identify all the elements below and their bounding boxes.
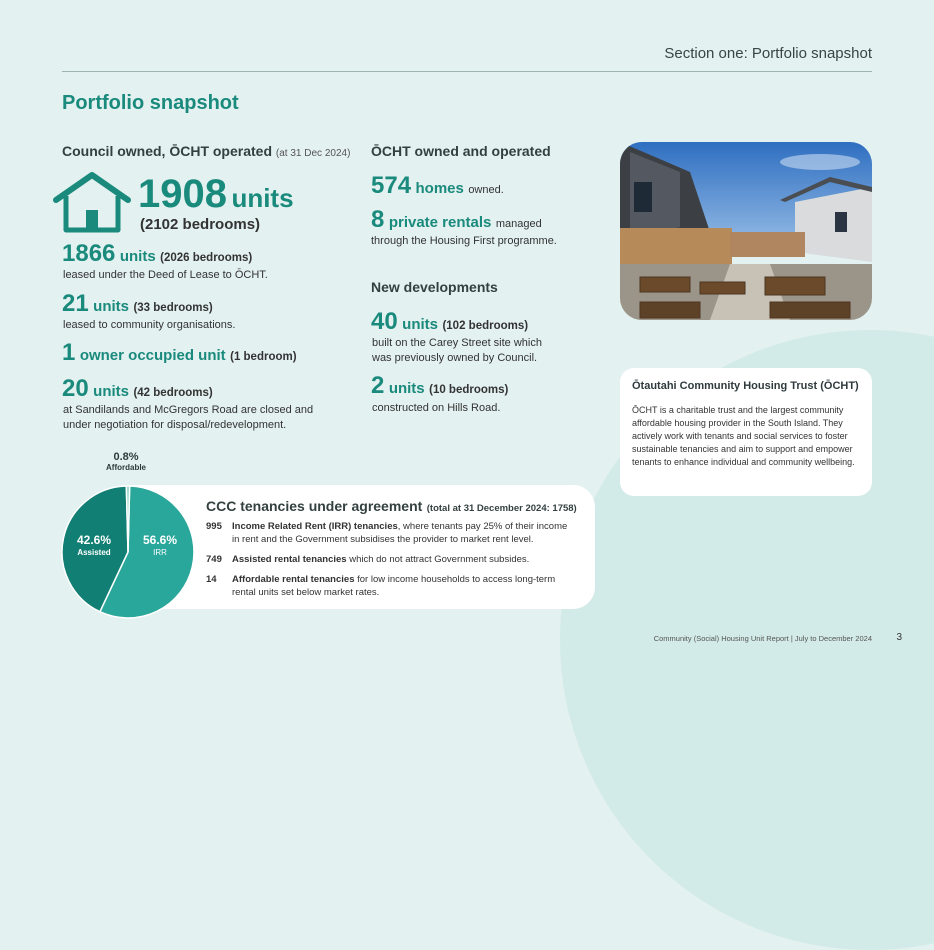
item-label: owner occupied unit <box>79 347 226 364</box>
tenancies-list <box>206 520 576 599</box>
rentals-label: private rentals <box>388 214 492 231</box>
tenancy-pie-chart <box>58 448 198 620</box>
total-units-label: units <box>231 183 294 213</box>
tenancy-desc: for low income households to access long-term rental units set below market rates. <box>232 574 556 598</box>
footer-text: Community (Social) Housing Unit Report | July to December 2024 <box>653 634 872 643</box>
item-label: units <box>119 248 156 265</box>
section-title: Section one: Portfolio snapshot <box>664 45 872 62</box>
new-developments-heading: New developments <box>371 279 498 295</box>
rentals-number: 8 <box>371 206 385 233</box>
item-desc: leased under the Deed of Lease to ŌCHT. <box>63 269 268 281</box>
item-number: 20 <box>62 375 89 402</box>
tenancy-type: Income Related Rent (IRR) tenancies <box>232 521 398 532</box>
item-label: units <box>388 380 425 397</box>
rentals-desc: managed <box>495 218 542 230</box>
item-bedrooms: (102 bedrooms) <box>442 320 529 332</box>
council-item <box>62 240 252 268</box>
tenancy-text <box>232 573 576 599</box>
pie-label-assisted: Assisted <box>77 548 111 557</box>
pie-label-irr: IRR <box>153 548 167 557</box>
council-item <box>62 339 297 367</box>
newdev-item <box>371 372 508 400</box>
tenancy-text <box>232 553 529 566</box>
tenancy-count: 14 <box>206 574 217 585</box>
council-item <box>62 375 213 403</box>
trust-body: ŌCHT is a charitable trust and the largest community affordable housing provider in the South Island. They actively work with tenants and social services to foster sustainable tenancies and aim to support and empower tenants to enhance individual and community wellbeing. <box>632 405 855 467</box>
pie-label-assisted-pct: 42.6% <box>76 533 112 547</box>
item-desc: constructed on Hills Road. <box>372 402 501 414</box>
housing-photo <box>620 142 872 320</box>
tenancy-type: Affordable rental tenancies <box>232 574 355 585</box>
ocht-rentals <box>371 206 542 234</box>
council-heading-text: Council owned, ŌCHT operated <box>62 143 273 159</box>
item-label: units <box>93 298 129 315</box>
newdev-item <box>371 308 528 336</box>
trust-card <box>620 368 872 496</box>
item-bedrooms: (42 bedrooms) <box>133 387 213 399</box>
trust-title: Ōtautahi Community Housing Trust (ŌCHT) <box>632 380 859 392</box>
pie-label-affordable: Affordable <box>106 463 146 472</box>
tenancies-heading <box>206 498 577 516</box>
total-units-number: 1908 <box>138 172 227 216</box>
council-heading <box>62 143 350 159</box>
item-desc: at Sandilands and McGregors Road are closed and under negotiation for disposal/redevelopment. <box>63 404 314 431</box>
tenancies-total: (total at 31 December 2024: 1758) <box>426 503 577 514</box>
council-item <box>62 290 213 318</box>
item-bedrooms: (1 bedroom) <box>230 351 297 363</box>
pie-label-affordable-pct: 0.8% <box>113 451 139 463</box>
council-date: (at 31 Dec 2024) <box>275 148 351 159</box>
house-icon <box>52 170 132 234</box>
item-desc: leased to community organisations. <box>63 319 236 331</box>
ocht-heading: ŌCHT owned and operated <box>371 143 551 159</box>
page-title: Portfolio snapshot <box>62 92 239 114</box>
page-number: 3 <box>896 632 902 643</box>
item-number: 1866 <box>62 240 116 267</box>
pie-label-irr-pct: 56.6% <box>142 533 178 547</box>
item-label: units <box>402 316 438 333</box>
header-divider <box>62 71 872 72</box>
item-bedrooms: (2026 bedrooms) <box>160 252 253 264</box>
tenancy-desc: , where tenants pay 25% of their income in rent and the Government subsidises the provider to market rent level. <box>232 521 568 545</box>
item-number: 40 <box>371 308 398 335</box>
homes-number: 574 <box>371 172 412 199</box>
homes-label: homes <box>415 180 464 197</box>
tenancy-type: Assisted rental tenancies <box>232 554 347 565</box>
item-desc: built on the Carey Street site which was previously owned by Council. <box>372 337 542 364</box>
item-label: units <box>93 383 129 400</box>
rentals-desc-2: through the Housing First programme. <box>371 235 557 247</box>
item-bedrooms: (33 bedrooms) <box>133 302 213 314</box>
item-number: 1 <box>62 339 76 366</box>
tenancy-desc: which do not attract Government subsides. <box>346 554 530 565</box>
tenancy-text <box>232 520 576 546</box>
council-total <box>138 172 294 217</box>
total-bedrooms: (2102 bedrooms) <box>140 216 261 233</box>
tenancy-row <box>206 553 576 566</box>
item-number: 21 <box>62 290 89 317</box>
tenancy-count: 749 <box>206 554 222 565</box>
item-bedrooms: (10 bedrooms) <box>429 384 509 396</box>
homes-desc: owned. <box>468 184 504 196</box>
tenancy-row <box>206 573 576 599</box>
tenancies-heading-text: CCC tenancies under agreement <box>206 498 423 514</box>
tenancy-count: 995 <box>206 521 222 532</box>
item-number: 2 <box>371 372 385 399</box>
ocht-homes <box>371 172 504 200</box>
tenancy-row <box>206 520 576 546</box>
housing-photo-illustration <box>620 142 872 320</box>
